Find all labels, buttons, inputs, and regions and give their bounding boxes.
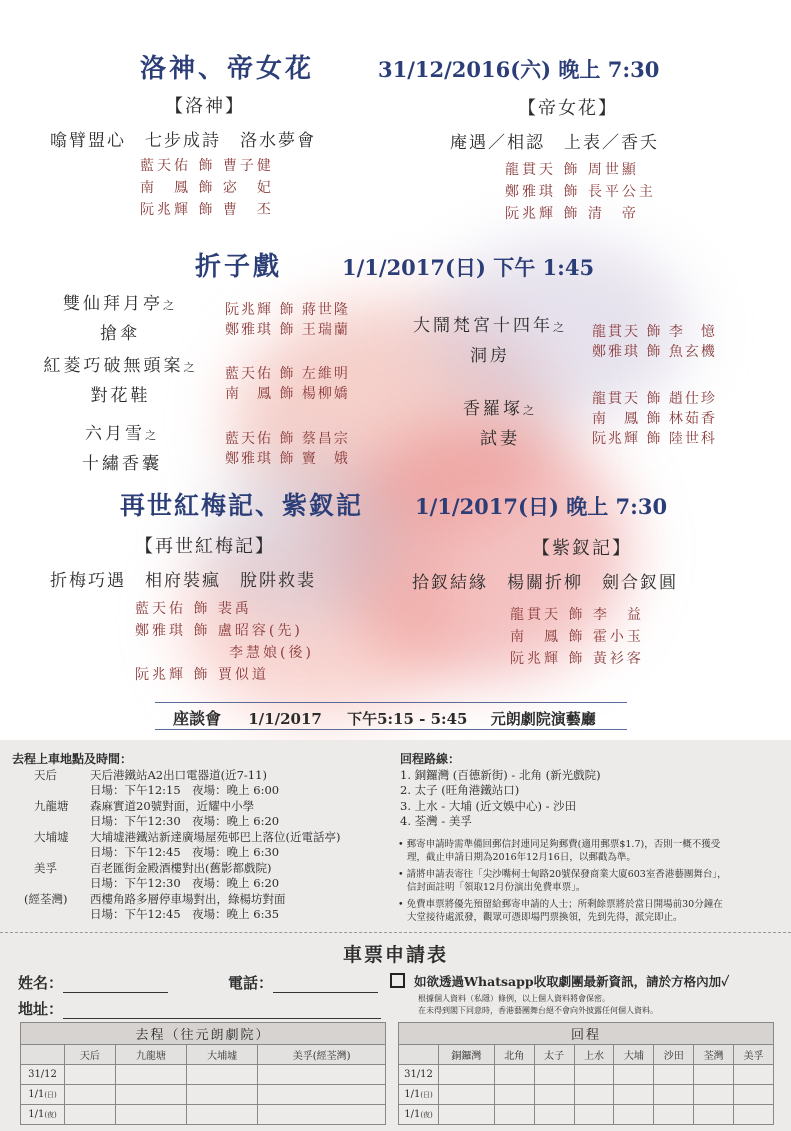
- excerpt-cast: 龍貫天 飾 趙仕珍 南 鳳 飾 林茹香 阮兆輝 飾 陸世科: [592, 391, 717, 447]
- show2-title: 折子戲: [195, 252, 283, 282]
- pickup-stop: 九龍塘 森麻實道20號對面，近耀中小學: [34, 798, 255, 813]
- cast-line: 阮兆輝 飾 清 帝: [505, 206, 639, 222]
- cast-line: 龍貫天 飾 李 益: [510, 607, 644, 623]
- show2-date: 1/1/2017(日) 下午 1:45: [342, 255, 595, 280]
- cast-line: 阮兆輝 飾 曹 丕: [140, 202, 274, 218]
- show1-right-plays: 庵遇／相認 上表／香夭: [450, 133, 659, 153]
- privacy-note-1: 根據個人資料（私隱）條例，以上個人資料將會保密。: [418, 994, 610, 1003]
- cast-line: 鄭雅琪 飾 長平公主: [505, 184, 656, 200]
- show3-left-cast: [135, 598, 314, 686]
- whatsapp-text: 如欲透過Whatsapp收取劇團最新資訊，請於方格內加✓: [414, 974, 730, 989]
- col-header: 北角: [494, 1045, 534, 1065]
- phone-label: 電話：: [228, 974, 274, 992]
- show3-left-plays: 折梅巧遇 相府裝瘋 脫阱救裴: [50, 571, 316, 591]
- note-line: • 郵寄申請時需準備回郵信封連同足夠郵費(適用郵票$1.7)，否則一概不獲受: [398, 839, 721, 850]
- pickup-times: 日場：下午12:30 夜場：晚上 6:20: [90, 814, 280, 828]
- seminar-bar: [155, 702, 627, 730]
- pickup-stop: 美孚 百老匯街金殿酒樓對出(舊影都戲院): [34, 860, 272, 875]
- return-item: 4. 荃灣 - 美孚: [400, 814, 472, 828]
- phone-input[interactable]: [273, 975, 378, 993]
- return-item: 2. 太子 (旺角港鐵站口): [400, 783, 520, 797]
- excerpt-cast: 藍天佑 飾 蔡昌宗 鄭雅琪 飾 竇 娥: [225, 431, 350, 467]
- excerpt-title: 大鬧梵宮十四年之 洞房: [413, 316, 567, 366]
- pickup-info: [12, 752, 340, 923]
- row-label: 1/1(夜): [21, 1105, 65, 1125]
- inbound-table: [398, 1022, 774, 1125]
- show3-left-bracket: 【再世紅梅記】: [135, 536, 275, 557]
- note-line: 理，截止申請日期為2016年12月16日，以郵戳為準。: [407, 852, 636, 863]
- show1-date: 31/12/2016(六) 晚上 7:30: [378, 57, 660, 82]
- pickup-title: 去程上車地點及時間：: [12, 752, 133, 766]
- return-title: 回程路線：: [400, 752, 461, 766]
- pickup-times: 日場：下午12:45 夜場：晚上 6:35: [90, 907, 280, 921]
- row-label: 31/12: [21, 1065, 65, 1085]
- col-header: 大埔: [614, 1045, 654, 1065]
- pickup-stop: 天后 天后港鐵站A2出口電器道(近7-11): [34, 767, 267, 782]
- show3-right-bracket: 【紫釵記】: [532, 538, 632, 559]
- cut-line: [0, 932, 791, 933]
- whatsapp-checkbox[interactable]: [390, 973, 405, 988]
- note-line: • 請將申請表寄往「尖沙嘴柯士甸路20號保發商業大廈603室香港藝團舞台」，: [398, 869, 727, 880]
- col-header: 九龍塘: [115, 1045, 186, 1065]
- show1-right-bracket: 【帝女花】: [518, 98, 618, 119]
- cast-line: 龍貫天 飾 周世顯: [505, 162, 639, 178]
- form-title: 車票申請表: [342, 944, 448, 966]
- col-header: 天后: [65, 1045, 116, 1065]
- pickup-times: 日場：下午12:45 夜場：晚上 6:30: [90, 845, 280, 859]
- cast-line: 阮兆輝 飾 黃衫客: [510, 651, 644, 667]
- show3-title: 再世紅梅記、紫釵記: [120, 491, 364, 520]
- cast-line: 李慧娘(後): [229, 645, 314, 661]
- address-input[interactable]: [63, 1001, 381, 1019]
- cast-line: 南 鳳 飾 宓 妃: [140, 180, 274, 196]
- col-header: 太子: [534, 1045, 574, 1065]
- show1-left-plays: 噏臂盟心 七步成詩 洛水夢會: [50, 131, 316, 151]
- excerpt-title: 香羅塚之 試妻: [463, 399, 537, 449]
- name-input[interactable]: [63, 975, 168, 993]
- name-label: 姓名：: [18, 974, 64, 992]
- note-line: • 免費車票將優先預留給郵寄申請的人士；所剩餘票將於當日開場前30分鐘在: [398, 899, 723, 910]
- cast-line: 藍天佑 飾 曹子健: [140, 158, 274, 174]
- cast-line: 藍天佑 飾 裴禹: [135, 601, 252, 617]
- excerpt-title: 紅菱巧破無頭案之 對花鞋: [43, 356, 198, 406]
- address-label: 地址：: [18, 1000, 64, 1018]
- row-label: 1/1(日): [399, 1085, 439, 1105]
- seminar-label: 座談會: [173, 709, 222, 728]
- excerpt-cast: 阮兆輝 飾 蔣世隆 鄭雅琪 飾 王瑞蘭: [225, 302, 350, 338]
- cast-line: 鄭雅琪 飾 盧昭容(先): [135, 623, 303, 639]
- show1-right-cast: [505, 159, 656, 225]
- notes: [398, 838, 727, 924]
- outbound-caption: 去程（往元朗劇院）: [21, 1023, 386, 1045]
- pickup-stop: (經荃灣) 西樓角路多層停車場對出，綠楊坊對面: [24, 891, 286, 906]
- seminar-venue: 元朗劇院演藝廳: [490, 710, 596, 728]
- pickup-times: 日場：下午12:15 夜場：晚上 6:00: [90, 783, 280, 797]
- col-header: 沙田: [654, 1045, 694, 1065]
- excerpt-title: 雙仙拜月亭之 搶傘: [63, 294, 177, 344]
- name-field[interactable]: [18, 972, 168, 993]
- seminar-time: 下午5:15 - 5:45: [347, 710, 468, 728]
- col-header: 銅鑼灣: [439, 1045, 495, 1065]
- pickup-stop: 大埔墟 大埔墟港鐵站新達廣場屋苑邨巴上落位(近電話亭): [34, 829, 341, 844]
- excerpt-title: 六月雪之 十繡香囊: [82, 424, 162, 474]
- privacy-note-2: 在未得到閣下同意時，香港藝團舞台絕不會向外披露任何個人資料。: [418, 1006, 658, 1015]
- return-route: [400, 752, 601, 830]
- show1-left-cast: [140, 155, 274, 221]
- cast-line: 南 鳳 飾 霍小玉: [510, 629, 644, 645]
- return-item: 3. 上水 - 大埔 (近文娛中心) - 沙田: [400, 798, 577, 813]
- row-label: 31/12: [399, 1065, 439, 1085]
- inbound-caption: 回程: [399, 1023, 774, 1045]
- cast-line: 阮兆輝 飾 賈似道: [135, 667, 269, 683]
- show3-right-plays: 拾釵結緣 楊關折柳 劍合釵圓: [412, 573, 678, 593]
- note-line: 信封面註明「領取12月份演出免費車票」。: [407, 882, 586, 893]
- row-label: 1/1(夜): [399, 1105, 439, 1125]
- show3-date: 1/1/2017(日) 晚上 7:30: [415, 494, 668, 519]
- seminar-date: 1/1/2017: [248, 710, 322, 728]
- show1-title: 洛神、帝女花: [140, 54, 315, 84]
- phone-field[interactable]: [228, 972, 378, 993]
- excerpt-cast: 龍貫天 飾 李 憶 鄭雅琪 飾 魚玄機: [592, 324, 717, 360]
- col-header: 上水: [574, 1045, 614, 1065]
- show1-left-bracket: 【洛神】: [165, 96, 245, 117]
- return-item: 1. 銅鑼灣 (百德新街) - 北角 (新光戲院): [400, 767, 601, 782]
- note-line: 大堂接待處派發，觀眾可憑即場門票換領，先到先得，派完即止。: [407, 912, 683, 923]
- show3-right-cast: [510, 604, 644, 670]
- pickup-times: 日場：下午12:30 夜場：晚上 6:20: [90, 876, 280, 890]
- col-header: 荃灣: [694, 1045, 734, 1065]
- col-header: 美孚(經荃灣): [258, 1045, 386, 1065]
- excerpt-cast: 藍天佑 飾 左維明 南 鳳 飾 楊柳嬌: [225, 366, 350, 402]
- row-label: 1/1(日): [21, 1085, 65, 1105]
- col-header: 美孚: [734, 1045, 774, 1065]
- outbound-table: [20, 1022, 386, 1125]
- address-field[interactable]: [18, 998, 381, 1019]
- col-header: 大埔墟: [187, 1045, 258, 1065]
